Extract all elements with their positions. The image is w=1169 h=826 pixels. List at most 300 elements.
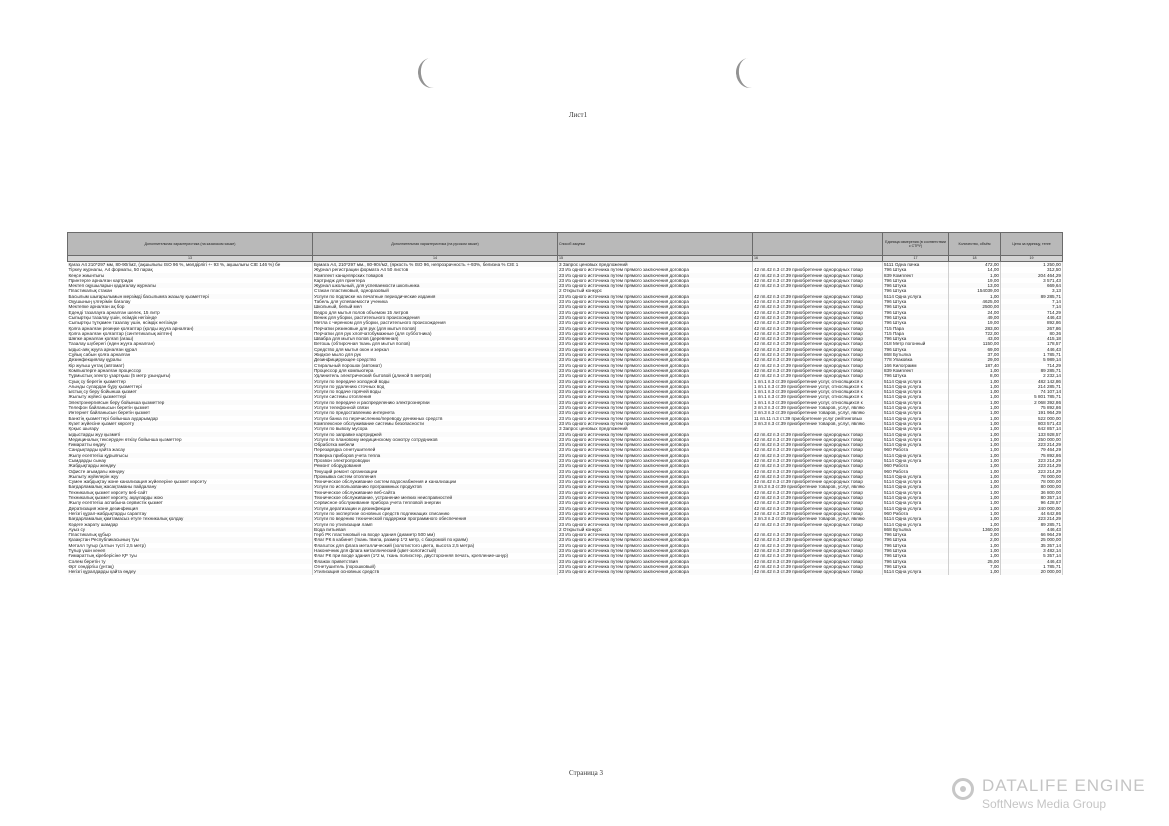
cell-description-kz: Басылым шығарылымын мерзімді басылымға жазылу қызметтері — [68, 294, 313, 299]
cell-quantity: 2,00 — [949, 537, 1001, 542]
cell-procurement-method: 23 Из одного источника путем прямого заключения договора — [558, 304, 753, 309]
cell-legal-basis: 42 пп.42 п.3 ст.39 приобретение однородных товар — [753, 537, 883, 542]
cell-unit: 960 Работа — [883, 463, 949, 468]
cell-unit-price: 446,43 — [1001, 347, 1063, 352]
cell-description-ru: Услуги системы отопления — [313, 394, 558, 399]
cell-unit-price: 3 571,43 — [1001, 278, 1063, 283]
cell-description-ru: Комплект канцелярских товаров — [313, 273, 558, 278]
cell-procurement-method: 23 Из одного источника путем прямого заключения договора — [558, 416, 753, 421]
cell-unit: 796 Штука — [883, 559, 949, 564]
cell-quantity: 1,00 — [949, 511, 1001, 516]
cell-legal-basis: 42 пп.42 п.3 ст.39 приобретение однородных товар — [753, 479, 883, 484]
cell-legal-basis: 42 пп.42 п.3 ст.39 приобретение однородных товар — [753, 336, 883, 341]
cell-unit-price: 1 785,71 — [1001, 352, 1063, 357]
cell-description-kz: Тазалау шүберегі (еден жууға арналған) — [68, 341, 313, 346]
cell-quantity: 7,00 — [949, 564, 1001, 569]
cell-description-ru: Ведро для мытья полов объемом 15 литров — [313, 310, 558, 315]
cell-description-kz: Қолға арналған қолғаптар (синтетикалық жіптен) — [68, 331, 313, 336]
cell-procurement-method: 23 Из одного источника путем прямого заключения договора — [558, 352, 753, 357]
cell-procurement-method: 23 Из одного источника путем прямого заключения договора — [558, 278, 753, 283]
cell-unit-price: 3,13 — [1001, 288, 1063, 293]
cell-unit-price: 80 357,14 — [1001, 495, 1063, 500]
cell-description-ru: Огнетушитель (порошковый) — [313, 564, 558, 569]
cell-description-kz: Кәдеге жарату шамдар — [68, 522, 313, 527]
cell-procurement-method: 3 Запрос ценовых предложений — [558, 426, 753, 431]
cell-description-kz: Ғимараттың кіреберісіне ҚР туы — [68, 553, 313, 558]
cell-unit-price: 78 000,00 — [1001, 474, 1063, 479]
cell-quantity: 1,00 — [949, 442, 1001, 447]
cell-legal-basis: 42 пп.42 п.3 ст.39 приобретение однородных товар — [753, 500, 883, 505]
cell-unit-price: 20 000,00 — [1001, 569, 1063, 574]
cell-legal-basis: 42 пп.42 п.3 ст.39 приобретение однородных товар — [753, 267, 883, 272]
cell-unit-price: 240 000,00 — [1001, 506, 1063, 511]
cell-quantity: 29,00 — [949, 357, 1001, 362]
cell-legal-basis: 42 пп.42 п.3 ст.39 приобретение однородных товар — [753, 283, 883, 288]
col-header: Дополнительная характеристика (на русском языке) — [313, 233, 558, 256]
cell-unit-price: 133 928,57 — [1001, 432, 1063, 437]
cell-quantity: 154039,00 — [949, 288, 1001, 293]
cell-description-ru: Промывка систем отопления — [313, 474, 558, 479]
cell-unit-price: 312,50 — [1001, 267, 1063, 272]
cell-unit-price: 415,18 — [1001, 336, 1063, 341]
cell-description-kz: Ыдыс-аяқ жууға арналған құрал — [68, 347, 313, 352]
cell-description-ru: Удлинитель электрический бытовой (длиной 5 метров) — [313, 373, 558, 378]
cell-procurement-method: 23 Из одного источника путем прямого заключения договора — [558, 294, 753, 299]
cell-unit-price: 36 800,00 — [1001, 490, 1063, 495]
cell-quantity: 1,00 — [949, 516, 1001, 521]
col-number: 14 — [313, 256, 558, 262]
cell-unit: 5114 Одна услуга — [883, 569, 949, 574]
cell-description-kz: Қағаз A4 210*297 мм, 80-90г/м2, (ақшылығы ISO 96 %, мөлдірлігі +- 93 %, ақшылығы CIE 146 %) бе — [68, 262, 313, 268]
cell-unit: 5114 Одна услуга — [883, 432, 949, 437]
cell-unit: 018 Метр погонный — [883, 341, 949, 346]
cell-description-kz: Оқушының үлгерімін бағалау — [68, 299, 313, 304]
cell-procurement-method: 23 Из одного источника путем прямого заключения договора — [558, 394, 753, 399]
cell-procurement-method: 23 Из одного источника путем прямого заключения договора — [558, 442, 753, 447]
cell-description-kz: Сандықтарды қайта жасау — [68, 447, 313, 452]
col-number: 19 — [1001, 256, 1063, 262]
cell-legal-basis: 42 пп.42 п.3 ст.39 приобретение однородных товар — [753, 548, 883, 553]
cell-unit-price: 803 571,43 — [1001, 421, 1063, 426]
cell-description-kz: Компьютерге арналған процессор — [68, 368, 313, 373]
cell-unit: 5114 Одна услуга — [883, 490, 949, 495]
cell-unit-price: 89 285,71 — [1001, 522, 1063, 527]
cell-description-ru: Флаг РК в кабинет (ткань твила, размер 1*2 метр, с бахромой по краям) — [313, 537, 558, 542]
cell-unit: 796 Штука — [883, 347, 949, 352]
cell-procurement-method: 23 Из одного источника путем прямого заключения договора — [558, 326, 753, 331]
cell-description-kz: Ыдыстарды жуу қызметі — [68, 432, 313, 437]
cell-description-kz: Ауыз су — [68, 527, 313, 532]
procurement-table — [67, 232, 1063, 575]
cell-legal-basis: 1 пп.1 п.3 ст.39 приобретение услуг, относящихся к — [753, 389, 883, 394]
cell-legal-basis: 42 пп.42 п.3 ст.39 приобретение однородных товар — [753, 432, 883, 437]
cell-procurement-method: 23 Из одного источника путем прямого заключения договора — [558, 421, 753, 426]
cell-quantity: 1,00 — [949, 437, 1001, 442]
col-header: Единица измерения (в соответствии с СТРУ) — [883, 233, 949, 256]
cell-unit-price: 2 068 392,86 — [1001, 400, 1063, 405]
cell-unit: 5114 Одна услуга — [883, 384, 949, 389]
cell-legal-basis: 1 пп.1 п.3 ст.39 приобретение услуг, относящихся к — [753, 379, 883, 384]
cell-procurement-method: 23 Из одного источника путем прямого заключения договора — [558, 283, 753, 288]
cell-unit-price: 267,86 — [1001, 326, 1063, 331]
cell-unit-price: 3 482,14 — [1001, 548, 1063, 553]
cell-unit: 5114 Одна услуга — [883, 458, 949, 463]
cell-procurement-method: 23 Из одного источника путем прямого заключения договора — [558, 559, 753, 564]
cell-description-ru: Техническое обслуживание систем водоснабжения и канализации — [313, 479, 558, 484]
cell-procurement-method: 23 Из одного источника путем прямого заключения договора — [558, 331, 753, 336]
cell-quantity: 49,00 — [949, 315, 1001, 320]
cell-quantity: 2500,00 — [949, 304, 1001, 309]
cell-procurement-method: 23 Из одного источника путем прямого заключения договора — [558, 553, 753, 558]
cell-quantity: 1,00 — [949, 453, 1001, 458]
cell-quantity: 1150,00 — [949, 341, 1001, 346]
cell-legal-basis: 42 пп.42 п.3 ст.39 приобретение однородных товар — [753, 506, 883, 511]
cell-description-kz: Сыпыртқы тұтқамен тазалау үшін, өсімдік негізінде — [68, 320, 313, 325]
cell-description-ru: Услуги по ведению технической поддержки программного обеспечения — [313, 516, 558, 521]
cell-unit: 715 Пара — [883, 326, 949, 331]
cell-quantity: 1,00 — [949, 484, 1001, 489]
cell-procurement-method: 23 Из одного источника путем прямого заключения договора — [558, 432, 753, 437]
cell-unit: 796 Штука — [883, 320, 949, 325]
cell-quantity: 14,00 — [949, 267, 1001, 272]
cell-procurement-method: 23 Из одного источника путем прямого заключения договора — [558, 495, 753, 500]
cell-quantity: 1,00 — [949, 543, 1001, 548]
cell-description-ru: Сервисное обслуживание прибора учета тепловой энергии — [313, 500, 558, 505]
cell-legal-basis: 42 пп.42 п.3 ст.39 приобретение однородных товар — [753, 278, 883, 283]
cell-procurement-method: 23 Из одного источника путем прямого заключения договора — [558, 379, 753, 384]
cell-unit: 868 Бутылка — [883, 352, 949, 357]
cell-unit: 796 Штука — [883, 288, 949, 293]
cell-description-kz: Кір жуғыш ұнтақ (автомат) — [68, 363, 313, 368]
cell-description-kz: Мектеп оқушыларын қадағалау журналы — [68, 283, 313, 288]
cell-procurement-method: 23 Из одного источника путем прямого заключения договора — [558, 469, 753, 474]
cell-procurement-method: 23 Из одного источника путем прямого заключения договора — [558, 336, 753, 341]
cell-unit-price: 223 214,29 — [1001, 469, 1063, 474]
cell-unit: 5114 Одна услуга — [883, 416, 949, 421]
cell-legal-basis: 42 пп.42 п.3 ст.39 приобретение однородных товар — [753, 543, 883, 548]
cell-procurement-method: 23 Из одного источника путем прямого заключения договора — [558, 516, 753, 521]
cell-description-kz: Принтерге арналған картридж — [68, 278, 313, 283]
cell-procurement-method: 23 Из одного источника путем прямого заключения договора — [558, 400, 753, 405]
cell-quantity: 43,00 — [949, 336, 1001, 341]
cell-procurement-method: 23 Из одного источника путем прямого заключения договора — [558, 437, 753, 442]
cell-procurement-method: 23 Из одного источника путем прямого заключения договора — [558, 543, 753, 548]
cell-unit: 796 Штука — [883, 537, 949, 542]
cell-procurement-method: 23 Из одного источника путем прямого заключения договора — [558, 273, 753, 278]
col-header: Количество, объём — [949, 233, 1001, 256]
cell-description-ru: Услуги банка по перечислению/переводу денежных средств — [313, 416, 558, 421]
cell-unit-price: 79 464,29 — [1001, 447, 1063, 452]
cell-legal-basis: 1 пп.1 п.3 ст.39 приобретение услуг, относящихся к — [753, 400, 883, 405]
cell-quantity: 187,40 — [949, 363, 1001, 368]
col-header — [753, 233, 883, 256]
cell-legal-basis: 3 пп.3 п.3 ст.39 приобретение товаров, услуг, являю — [753, 410, 883, 415]
cell-quantity: 1,00 — [949, 474, 1001, 479]
cell-unit-price: 78 000,00 — [1001, 479, 1063, 484]
cell-description-kz: Бағдарламалық қамтамасыз етуге техникалық қолдау — [68, 516, 313, 521]
cell-unit: 796 Штука — [883, 278, 949, 283]
cell-unit: 5114 Одна услуга — [883, 474, 949, 479]
cell-legal-basis: 42 пп.42 п.3 ст.39 приобретение однородных товар — [753, 532, 883, 537]
col-number: 15 — [558, 256, 753, 262]
cell-quantity: 37,00 — [949, 352, 1001, 357]
watermark-subtitle: SoftNews Media Group — [982, 797, 1107, 811]
cell-unit-price: 35 357,14 — [1001, 543, 1063, 548]
cell-procurement-method: 23 Из одного источника путем прямого заключения договора — [558, 479, 753, 484]
cell-quantity: 1,00 — [949, 416, 1001, 421]
cell-unit-price: 204 464,29 — [1001, 273, 1063, 278]
cell-description-ru: Флаг РК при входе здания (1*2 м, ткань полиэстер, двусторонняя печать, крепление-шнур) — [313, 553, 558, 558]
cell-quantity: 4625,00 — [949, 299, 1001, 304]
cell-legal-basis: 3 пп.3 п.3 ст.39 приобретение товаров, услуг, являю — [753, 421, 883, 426]
cell-description-ru: Метла с черенком для уборки, растительного происхождения — [313, 320, 558, 325]
cell-description-ru: Текущий ремонт организации — [313, 469, 558, 474]
col-number: 16 — [753, 256, 883, 262]
cell-quantity: 13,00 — [949, 283, 1001, 288]
col-header: Цена за единицу, тенге — [1001, 233, 1063, 256]
punch-hole-left — [416, 56, 447, 89]
cell-description-kz: Банктің қызметтері бойынша аударымдар — [68, 416, 313, 421]
cell-description-ru: Услуги по заправке картриджей — [313, 432, 558, 437]
cell-legal-basis: 42 пп.42 п.3 ст.39 приобретение однородных товар — [753, 490, 883, 495]
cell-description-ru: Прозвон электропроводки — [313, 458, 558, 463]
cell-description-ru: Стиральный порошок (автомат) — [313, 363, 558, 368]
cell-procurement-method: 23 Из одного источника путем прямого заключения договора — [558, 347, 753, 352]
cell-unit-price: 5 989,14 — [1001, 357, 1063, 362]
cell-unit: 5111 Одна пачка — [883, 262, 949, 268]
cell-description-kz: Сәлем беретін ту — [68, 559, 313, 564]
cell-procurement-method: 23 Из одного источника путем прямого заключения договора — [558, 511, 753, 516]
cell-legal-basis: 42 пп.42 п.3 ст.39 приобретение однородных товар — [753, 559, 883, 564]
table-row — [68, 569, 1063, 574]
col-number: 17 — [883, 256, 949, 262]
cell-description-kz: Бағдарламалық жасақтаманы пайдалану — [68, 484, 313, 489]
cell-quantity: 1,00 — [949, 273, 1001, 278]
cell-unit: 796 Штука — [883, 299, 949, 304]
cell-legal-basis: 42 пп.42 п.3 ст.39 приобретение однородных товар — [753, 569, 883, 574]
cell-description-kz: Өрт сөндіргіш (ұнтақ) — [68, 564, 313, 569]
cell-unit: 796 Штука — [883, 304, 949, 309]
cell-description-kz: Тұрмыстық электр ұзартқыш (5 метр ұзындығы) — [68, 373, 313, 378]
cell-unit: 778 Упаковка — [883, 357, 949, 362]
cell-unit: 796 Штука — [883, 310, 949, 315]
cell-unit: 5114 Одна услуга — [883, 500, 949, 505]
cell-description-kz: Қоқыс шығару — [68, 426, 313, 431]
cell-unit: 796 Штука — [883, 373, 949, 378]
cell-description-ru: Школьный, белый мел — [313, 304, 558, 309]
cell-legal-basis: 42 пп.42 п.3 ст.39 приобретение однородных товар — [753, 469, 883, 474]
cell-description-kz: Суық су беретін қызметтер — [68, 379, 313, 384]
cell-description-ru: Швабра для мытья полов (деревянная) — [313, 336, 558, 341]
cell-unit: 960 Работа — [883, 511, 949, 516]
cell-description-ru: Герб РК пластиковый на входе здания (диаметр 500 мм) — [313, 532, 558, 537]
cell-procurement-method: 23 Из одного источника путем прямого заключения договора — [558, 490, 753, 495]
cell-legal-basis: 42 пп.42 п.3 ст.39 приобретение однородных товар — [753, 463, 883, 468]
cell-description-ru: Веник для уборки, растительного происхождения — [313, 315, 558, 320]
cell-quantity: 1,00 — [949, 463, 1001, 468]
cell-description-kz: Жылыту жүйесі қызметтері — [68, 394, 313, 399]
cell-procurement-method: 2 Открытый конкурс — [558, 288, 753, 293]
cell-legal-basis: 3 пп.3 п.3 ст.39 приобретение товаров, услуг, являю — [753, 484, 883, 489]
cell-procurement-method: 23 Из одного источника путем прямого заключения договора — [558, 373, 753, 378]
cell-unit: 5114 Одна услуга — [883, 453, 949, 458]
cell-unit-price: 223 214,29 — [1001, 442, 1063, 447]
cell-description-kz: Сымдарды сынау — [68, 458, 313, 463]
cell-unit: 5114 Одна услуга — [883, 400, 949, 405]
cell-unit-price: 75 892,86 — [1001, 405, 1063, 410]
cell-unit: 5114 Одна услуга — [883, 426, 949, 431]
cell-unit-price: 191 964,29 — [1001, 410, 1063, 415]
page-number: Страница 3 — [569, 769, 603, 777]
cell-unit-price: 446,43 — [1001, 559, 1063, 564]
cell-quantity: 1,00 — [949, 294, 1001, 299]
cell-description-ru: Жидкое мыло для рук — [313, 352, 558, 357]
cell-unit: 796 Штука — [883, 564, 949, 569]
cell-legal-basis: 42 пп.42 п.3 ст.39 приобретение однородных товар — [753, 442, 883, 447]
cell-description-kz: Жабдықтарды жөндеу — [68, 463, 313, 468]
cell-unit: 796 Штука — [883, 553, 949, 558]
cell-quantity: 1,00 — [949, 432, 1001, 437]
cell-quantity: 69,00 — [949, 347, 1001, 352]
cell-unit-price: 714,29 — [1001, 363, 1063, 368]
cell-description-kz: Тіркеу журналы, А4 форматы, 50 парақ — [68, 267, 313, 272]
cell-unit: 960 Работа — [883, 469, 949, 474]
cell-description-ru: Перезарядка огнетушителей — [313, 447, 558, 452]
cell-description-ru: Ремонт оборудования — [313, 463, 558, 468]
cell-unit: 796 Штука — [883, 532, 949, 537]
col-header: Дополнительная характеристика (на казахском языке) — [68, 233, 313, 256]
cell-legal-basis: 42 пп.42 п.3 ст.39 приобретение однородных товар — [753, 453, 883, 458]
cell-unit-price: 75 892,86 — [1001, 453, 1063, 458]
cell-description-kz: Күзет жүйесіне қызмет көрсету — [68, 421, 313, 426]
cell-description-kz: Техникалық қызмет көрсету, ақауларды жою — [68, 495, 313, 500]
header-row — [68, 233, 1063, 256]
cell-procurement-method: 23 Из одного источника путем прямого заключения договора — [558, 315, 753, 320]
cell-description-ru: Дезинфицирующее средство — [313, 357, 558, 362]
cell-quantity: 1,00 — [949, 569, 1001, 574]
cell-unit-price: 5 357,14 — [1001, 553, 1063, 558]
cell-unit-price: 1 250,00 — [1001, 262, 1063, 268]
cell-unit: 839 Комплект — [883, 273, 949, 278]
cell-unit-price: 7,14 — [1001, 299, 1063, 304]
cell-quantity: 1,00 — [949, 384, 1001, 389]
cell-unit: 796 Штука — [883, 336, 949, 341]
cell-description-ru: Услуги по экспертизе основных средств подлежащих списанию — [313, 511, 558, 516]
cell-procurement-method: 23 Из одного источника путем прямого заключения договора — [558, 267, 753, 272]
cell-quantity: 1360,00 — [949, 527, 1001, 532]
cell-description-kz: Негізгі құрал-жабдықтарды сараптау — [68, 511, 313, 516]
cell-description-ru: Поверка приборов учета тепла — [313, 453, 558, 458]
cell-description-kz: Сумен жабдықтау және канализация жүйелеріне қызмет көрсету — [68, 479, 313, 484]
cell-description-kz: Дезинфекциялау құралы — [68, 357, 313, 362]
cell-description-ru: Обработка мебели — [313, 442, 558, 447]
cell-legal-basis: 42 пп.42 п.3 ст.39 приобретение однородных товар — [753, 458, 883, 463]
cell-description-ru: Флажок приветствия — [313, 559, 558, 564]
cell-description-kz: Техникалық қызмет көрсету веб-сайт — [68, 490, 313, 495]
cell-legal-basis: 42 пп.42 п.3 ст.39 приобретение однородных товар — [753, 447, 883, 452]
cell-legal-basis: 42 пп.42 п.3 ст.39 приобретение однородных товар — [753, 373, 883, 378]
cell-unit-price: 89 285,71 — [1001, 294, 1063, 299]
cell-procurement-method: 23 Из одного источника путем прямого заключения договора — [558, 357, 753, 362]
cell-unit-price: 482 142,86 — [1001, 379, 1063, 384]
sheet-label: Лист1 — [568, 111, 588, 119]
cell-legal-basis: 42 пп.42 п.3 ст.39 приобретение однородных товар — [753, 522, 883, 527]
cell-description-kz: Еденді тазалауға арналған шелек, 15 литр — [68, 310, 313, 315]
cell-unit-price: 250 000,00 — [1001, 437, 1063, 442]
cell-unit: 166 Килограмм — [883, 363, 949, 368]
cell-description-ru: Услуги по передаче и распределению электроэнергии — [313, 400, 558, 405]
cell-unit: 5114 Одна услуга — [883, 405, 949, 410]
cell-quantity: 1,00 — [949, 421, 1001, 426]
cell-unit: 5114 Одна услуга — [883, 294, 949, 299]
col-number: 13 — [68, 256, 313, 262]
cell-procurement-method: 23 Из одного источника путем прямого заключения договора — [558, 522, 753, 527]
cell-legal-basis: 42 пп.42 п.3 ст.39 приобретение однородных товар — [753, 357, 883, 362]
cell-description-kz: Тұғыр үшін кенеп — [68, 548, 313, 553]
cell-procurement-method: 23 Из одного источника путем прямого заключения договора — [558, 363, 753, 368]
cell-description-ru: Услуги по утилизации ламп — [313, 522, 558, 527]
cell-procurement-method: 2 Открытый конкурс — [558, 527, 753, 532]
cell-legal-basis: 42 пп.42 п.3 ст.39 приобретение однородных товар — [753, 511, 883, 516]
cell-quantity: 1,00 — [949, 500, 1001, 505]
cell-legal-basis: 42 пп.42 п.3 ст.39 приобретение однородных товар — [753, 352, 883, 357]
cell-description-kz: Телефон байланысын беретін қызмет — [68, 405, 313, 410]
cell-quantity: 1,00 — [949, 458, 1001, 463]
cell-description-ru: Средство для мытья окон и зеркал — [313, 347, 558, 352]
cell-procurement-method: 23 Из одного источника путем прямого заключения договора — [558, 484, 753, 489]
cell-procurement-method: 23 Из одного источника путем прямого заключения договора — [558, 569, 753, 574]
cell-legal-basis: 42 пп.42 п.3 ст.39 приобретение однородных товар — [753, 363, 883, 368]
cell-description-ru: Флагшток для флага металлический (золотистого цвета, высота 2,5 метра) — [313, 543, 558, 548]
cell-legal-basis: 42 пп.42 п.3 ст.39 приобретение однородных товар — [753, 304, 883, 309]
cell-quantity: 3,00 — [949, 532, 1001, 537]
cell-description-ru: Перчатки для рук хлопчатобумажные (для субботника) — [313, 331, 558, 336]
cell-description-kz: Сұйық сабын қолға арналған — [68, 352, 313, 357]
cell-unit: 796 Штука — [883, 283, 949, 288]
cell-quantity: 1,00 — [949, 389, 1001, 394]
cell-description-ru: Услуги по плановому медицинскому осмотру сотрудников — [313, 437, 558, 442]
cell-legal-basis: 42 пп.42 п.3 ст.39 приобретение однородных товар — [753, 310, 883, 315]
cell-description-ru: Табель для успеваемости ученика — [313, 299, 558, 304]
cell-procurement-method: 23 Из одного источника путем прямого заключения договора — [558, 320, 753, 325]
cell-unit: 5114 Одна услуга — [883, 484, 949, 489]
cell-quantity: 1,00 — [949, 522, 1001, 527]
cell-unit: 5114 Одна услуга — [883, 442, 949, 447]
cell-legal-basis: 42 пп.42 п.3 ст.39 приобретение однородных товар — [753, 474, 883, 479]
cell-description-kz: Қазақстан Республикасының туы — [68, 537, 313, 542]
cell-description-kz: Жылу есептегіш аспабына сервистік қызмет — [68, 500, 313, 505]
cell-description-ru: Журнал школьный, для успеваемости школьника — [313, 283, 558, 288]
cell-unit: 5114 Одна услуга — [883, 506, 949, 511]
cell-quantity: 722,00 — [949, 331, 1001, 336]
cell-unit-price: 223 214,29 — [1001, 463, 1063, 468]
cell-legal-basis: 1 пп.1 п.3 ст.39 приобретение услуг, относящихся к — [753, 394, 883, 399]
cell-unit-price: 80,36 — [1001, 331, 1063, 336]
cell-quantity: 1,00 — [949, 506, 1001, 511]
cell-description-ru: Вода питьевая — [313, 527, 558, 532]
cell-legal-basis: 42 пп.42 п.3 ст.39 приобретение однородных товар — [753, 553, 883, 558]
punch-hole-right — [734, 56, 765, 89]
cell-unit-price: 66 964,29 — [1001, 532, 1063, 537]
cell-unit-price: 669,64 — [1001, 283, 1063, 288]
watermark-brand: DATALIFE ENGINE — [982, 776, 1146, 795]
col-header: Способ закупки — [558, 233, 753, 256]
cell-unit: 5114 Одна услуга — [883, 394, 949, 399]
cell-unit-price: 5 801 785,71 — [1001, 394, 1063, 399]
cell-legal-basis: 42 пп.42 п.3 ст.39 приобретение однородных товар — [753, 299, 883, 304]
cell-unit: 5114 Одна услуга — [883, 522, 949, 527]
cell-description-kz: Металл тұғыр (алтын түсті 2,5 метр) — [68, 543, 313, 548]
